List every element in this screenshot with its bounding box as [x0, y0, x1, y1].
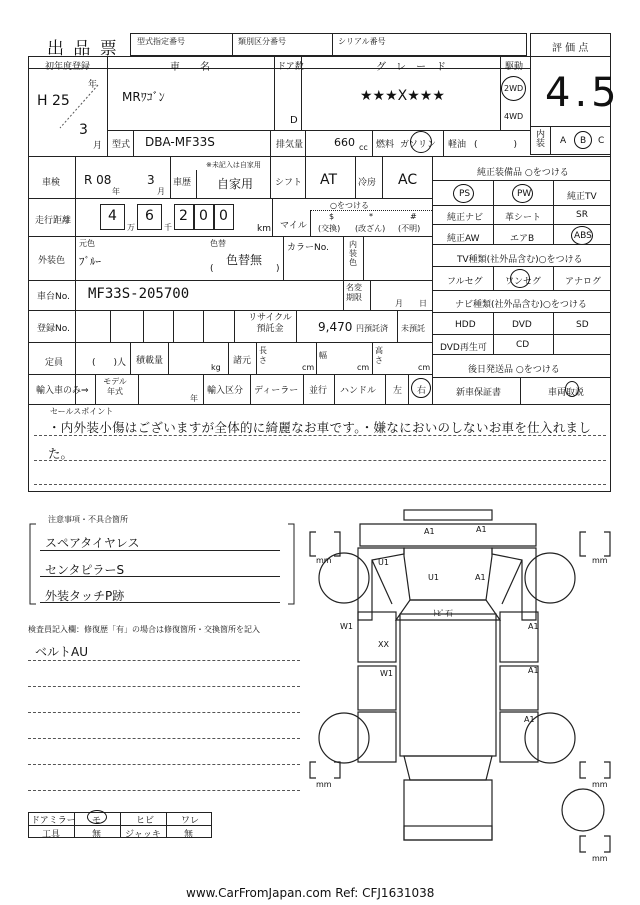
- name-change-label: 名変期限: [346, 283, 362, 302]
- diagram-label-rear-door-right: A1: [528, 666, 539, 675]
- ac-value: AC: [398, 172, 418, 188]
- inspection-month: 3: [147, 173, 155, 187]
- repaint-paren-left: (: [210, 264, 214, 274]
- month-unit: 月: [93, 141, 103, 151]
- import-dealer: ディーラー: [254, 386, 299, 396]
- color-no-label: カラーNo.: [287, 243, 329, 253]
- grade-value: ★★★X★★★: [360, 88, 445, 104]
- mm-spare: mm: [592, 854, 608, 863]
- navi-label: ナビ種類(社外品含む)○をつける: [455, 300, 587, 310]
- mm-front-left: mm: [316, 556, 332, 565]
- load-kg: kg: [211, 363, 221, 372]
- form-title: 出 品 票: [47, 39, 119, 59]
- equip-navi: 純正ナビ: [447, 213, 484, 223]
- chassis-value: MF33S-205700: [88, 286, 190, 302]
- footer-ref: www.CarFromJapan.com Ref: CFJ1631038: [186, 886, 435, 900]
- model-year-label: モデル年式: [103, 377, 127, 396]
- fuel-label: 燃料: [376, 140, 395, 150]
- interior-grade-a: A: [560, 136, 567, 146]
- diagram-label-windshield: ﾄﾋﾟ石: [433, 609, 453, 618]
- length-cm: cm: [302, 363, 315, 372]
- width-cm: cm: [357, 363, 370, 372]
- mm-front-right: mm: [592, 556, 608, 565]
- model-designation-label: 型式指定番号: [137, 37, 185, 46]
- mileage-km: km: [257, 224, 271, 234]
- fuel-gasoline: ガソリン: [400, 140, 437, 150]
- repaint-paren-right: ): [276, 264, 280, 274]
- rating-value: 4.5: [545, 70, 621, 116]
- cd-label: CD: [516, 340, 530, 350]
- orig-color-label: 元色: [79, 239, 95, 248]
- vehicle-manual: 車両取説: [548, 388, 585, 398]
- dvd-play-label: DVD再生可: [440, 343, 487, 353]
- tv-oneseg: ワンセグ: [505, 277, 542, 287]
- capacity-label: 定員: [45, 358, 64, 368]
- load-label: 積載量: [136, 356, 164, 366]
- diagram-label-bumper-left: A1: [424, 527, 435, 536]
- diagram-label-rear-door-left: W1: [380, 669, 393, 678]
- navi-hdd: HDD: [455, 320, 476, 330]
- dims-label: 諸元: [233, 356, 252, 366]
- cc-unit: cc: [359, 143, 368, 152]
- equip-ps: PS: [459, 189, 471, 199]
- unknown-symbol: #: [410, 212, 417, 221]
- fuel-diesel: 軽油: [448, 140, 467, 150]
- color-label: 外装色: [38, 256, 66, 266]
- after-ship-label: 後日発送品 ○をつける: [468, 365, 560, 375]
- diagram-label-hood-left: U1: [428, 573, 439, 582]
- equip-pw: PW: [517, 189, 532, 199]
- interior-grade-b: B: [580, 136, 587, 146]
- inspection-label: 車検: [42, 178, 61, 188]
- inspection-month-unit: 月: [157, 187, 165, 196]
- diagram-label-hood-right: A1: [475, 573, 486, 582]
- mileage-label: 走行距離: [35, 216, 72, 226]
- equip-abs: ABS: [574, 231, 592, 241]
- name-change-date: 月 日: [395, 299, 427, 308]
- model-year-unit: 年: [190, 394, 198, 403]
- drive-4wd: 4WD: [504, 112, 524, 121]
- diagram-label-front-door-right: A1: [528, 622, 539, 631]
- mm-rear-left: mm: [316, 780, 332, 789]
- handle-right: 右: [417, 386, 427, 396]
- displacement-label: 排気量: [276, 140, 304, 150]
- mileage-digit-3: 2: [179, 208, 188, 224]
- sales-point-line2: た。: [48, 446, 74, 461]
- equip-airbag: エアB: [510, 234, 535, 244]
- mirror-crack: ヒビ: [136, 816, 155, 826]
- note-item-3: 外装タッチP跡: [45, 589, 125, 603]
- mileage-man: 万: [127, 223, 135, 232]
- diagram-label-front-door-left: W1: [340, 622, 353, 631]
- diagram-label-rear-door-left-xx: XX: [378, 640, 389, 649]
- drive-label: 駆動: [505, 62, 524, 72]
- note-item-1: スペアタイヤレス: [45, 536, 140, 550]
- circle-note: ○をつける: [330, 201, 369, 210]
- diagram-label-fender-left: U1: [378, 558, 389, 567]
- capacity-value: ( )人: [92, 358, 127, 368]
- equip-leather: 革シート: [505, 213, 542, 223]
- tools-label: 工具: [42, 830, 61, 840]
- height-cm: cm: [418, 363, 431, 372]
- equip-aw: 純正AW: [447, 234, 480, 244]
- first-reg-month: 3: [79, 122, 88, 138]
- first-reg-era: H 25: [37, 93, 70, 109]
- width-label: 幅: [319, 351, 327, 360]
- equip-sr: SR: [576, 210, 588, 220]
- mirror-label: ドアミラー: [31, 816, 76, 826]
- year-unit: 年: [88, 80, 98, 90]
- diagram-label-rear-fender-right: A1: [524, 715, 535, 724]
- height-label: 高さ: [375, 346, 383, 365]
- shift-value: AT: [320, 172, 338, 188]
- exchange-symbol: $: [329, 212, 335, 221]
- import-type-label: 輸入区分: [207, 386, 244, 396]
- note-item-2: センタピラーS: [45, 563, 125, 577]
- unknown-label: (不明): [398, 224, 421, 233]
- jack-value: 無: [184, 830, 194, 840]
- doors-value: D: [290, 115, 298, 126]
- serial-no-label: シリアル番号: [338, 37, 386, 46]
- tv-fullseg: フルセグ: [447, 277, 483, 287]
- mirror-motor: モ: [92, 816, 102, 826]
- doors-label: ドア数: [277, 62, 304, 72]
- new-car-warranty: 新車保証書: [456, 388, 502, 398]
- orig-color-value: ﾌﾞﾙｰ: [79, 255, 101, 268]
- recycle-value: 9,470: [318, 320, 353, 334]
- navi-dvd: DVD: [512, 320, 532, 330]
- exchange-label: (交換): [318, 224, 341, 233]
- handle-left: 左: [393, 386, 403, 396]
- rating-label: 評 価 点: [552, 43, 589, 54]
- fuel-other: ( ): [474, 140, 518, 150]
- length-label: 長さ: [259, 346, 267, 365]
- inspector-label: 検査員記入欄：修復歴「有」の場合は修復箇所・交換箇所を記入: [28, 625, 260, 634]
- diagram-label-bumper-right: A1: [476, 525, 487, 534]
- interior-color-label: 内装色: [349, 240, 357, 267]
- chassis-label: 車台No.: [37, 292, 70, 302]
- jack-label: ジャッキ: [125, 830, 161, 840]
- equip-tv: 純正TV: [567, 192, 597, 202]
- drive-2wd: 2WD: [504, 84, 524, 93]
- mile-label: マイル: [280, 221, 307, 231]
- first-reg-label: 初年度登録: [45, 62, 91, 72]
- interior-label: 内装: [536, 130, 546, 149]
- category-no-label: 類別区分番号: [238, 37, 286, 46]
- tampered-symbol: *: [369, 212, 373, 221]
- tv-label: TV種類(社外品含む)○をつける: [457, 255, 583, 265]
- repaint-value: 色替無: [226, 253, 263, 267]
- sales-point-line1: ・内外装小傷はございますが全体的に綺麗なお車です。・嫌なにおいのしないお車を仕入れまし: [48, 420, 592, 435]
- mileage-sen: 千: [164, 223, 172, 232]
- mirror-break: ワレ: [181, 816, 200, 826]
- not-deposited: 未預託: [401, 324, 425, 333]
- import-label: 輸入車のみ⇒: [36, 386, 89, 396]
- shift-label: シフト: [275, 178, 303, 188]
- navi-sd: SD: [576, 320, 589, 330]
- tampered-label: (改ざん): [355, 224, 386, 233]
- grade-label: グ レ ー ド: [376, 62, 446, 73]
- recycle-label: リサイクル預託金: [248, 313, 292, 334]
- model-label: 型式: [112, 140, 131, 150]
- interior-grade-c: C: [598, 136, 605, 146]
- mileage-digit-4: 0: [199, 208, 208, 224]
- mileage-digit-5: 0: [219, 208, 228, 224]
- tv-analog: アナログ: [565, 277, 602, 287]
- history-value: 自家用: [217, 177, 254, 191]
- sales-point-label: セールスポイント: [50, 407, 114, 416]
- tools-value: 無: [92, 830, 102, 840]
- mileage-digit-2: 6: [145, 208, 154, 224]
- car-name-label: 車 名: [170, 62, 210, 73]
- mm-rear-right: mm: [592, 780, 608, 789]
- repaint-label: 色替: [210, 239, 226, 248]
- inspector-item: ベルトAU: [35, 645, 88, 659]
- mileage-digit-1: 4: [108, 208, 117, 224]
- history-label: 車歴: [173, 178, 192, 188]
- displacement-value: 660: [334, 136, 355, 149]
- import-parallel: 並行: [309, 386, 328, 396]
- car-name: MRﾜｺﾞﾝ: [122, 90, 165, 104]
- genuine-label: 純正装備品 ○をつける: [477, 168, 569, 178]
- notes-label: 注意事項・不具合箇所: [48, 515, 128, 524]
- handle-label: ハンドル: [340, 386, 377, 396]
- reg-no-label: 登録No.: [37, 324, 70, 334]
- inspection-era: R 08: [84, 173, 112, 187]
- inspection-year-unit: 年: [112, 187, 120, 196]
- recycle-unit: 円預託済: [356, 324, 388, 333]
- model-value: DBA-MF33S: [145, 135, 215, 149]
- history-note: ※未記入は自家用: [206, 161, 261, 169]
- ac-label: 冷房: [358, 178, 377, 188]
